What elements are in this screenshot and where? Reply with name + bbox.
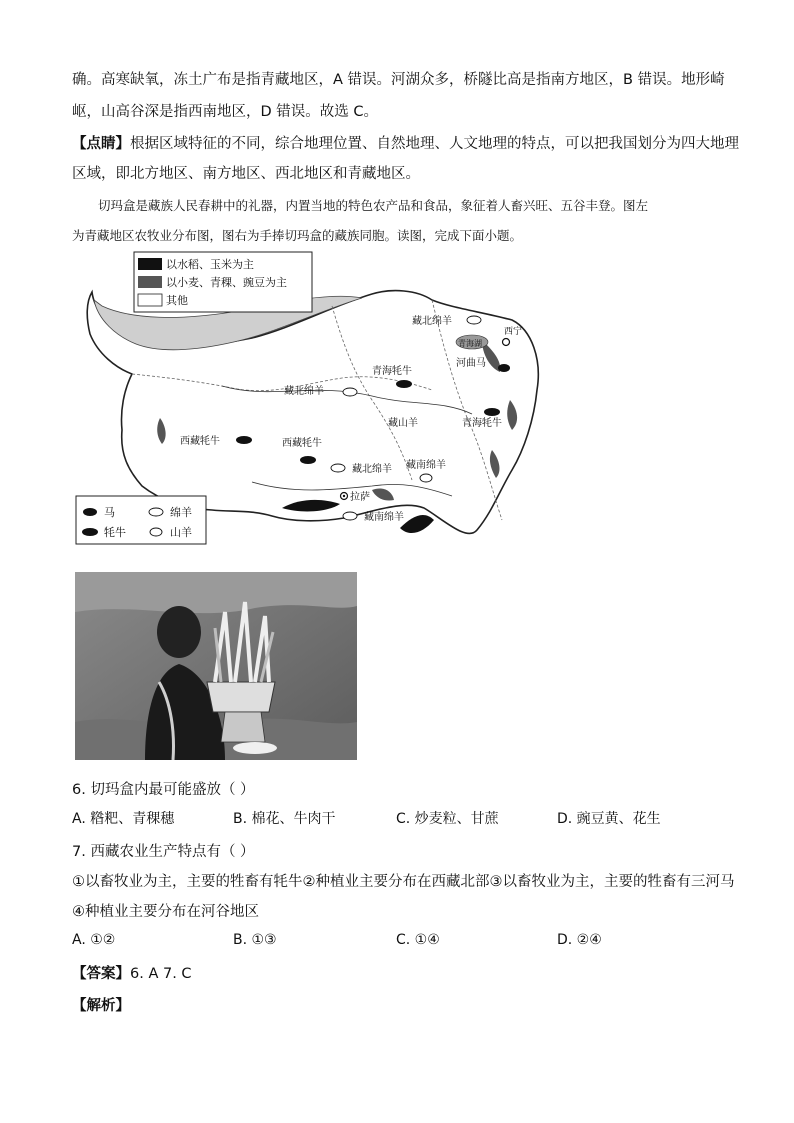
map-label: 藏南绵羊: [406, 460, 446, 471]
answer-tag: 【答案】: [72, 966, 130, 982]
person-head: [157, 606, 201, 658]
q7-statements-line-1: ①以畜牧业为主，主要的牲畜有牦牛②种植业主要分布在西藏北部③以畜牧业为主，主要的牲畜有三河马: [72, 874, 735, 890]
sheep-icon: [343, 388, 357, 396]
sheep-icon: [331, 464, 345, 472]
q7-statements-line-2: ④种植业主要分布在河谷地区: [72, 904, 259, 920]
goat-icon: [150, 528, 162, 536]
map-label: 西藏牦牛: [180, 436, 220, 447]
map-label: 青海湖: [458, 339, 482, 348]
agriculture-map: [72, 250, 552, 550]
yak-icon: [82, 528, 98, 536]
paragraph-line-2: 岖，山高谷深是指西南地区，D 错误。故选 C。: [72, 104, 379, 120]
map-label: 西藏牦牛: [282, 438, 322, 449]
horse-icon: [83, 508, 97, 516]
intro-line-2: 为青藏地区农牧业分布图，图右为手捧切玛盒的藏族同胞。读图，完成下面小题。: [72, 228, 523, 243]
sheep-icon: [467, 316, 481, 324]
analysis-tag: 【解析】: [72, 998, 130, 1014]
q7-option-a: A. ①②: [72, 932, 116, 948]
map-label: 青海牦牛: [462, 418, 502, 429]
analysis-line: [72, 994, 130, 1015]
paragraph-line-1: 确。高寒缺氧，冻土广布是指青藏地区，A 错误。河湖众多，桥隧比高是指南方地区，B 错误。地形崎: [72, 72, 725, 88]
tibetan-person-photo: [75, 572, 357, 760]
yak-icon: [300, 456, 316, 464]
legend-animal: 绵羊: [170, 506, 192, 519]
map-label: 藏北绵羊: [352, 464, 392, 475]
answer-line: [72, 962, 192, 983]
horse-icon: [498, 364, 510, 372]
map-label: 西宁: [504, 327, 523, 337]
qiema-box: [207, 682, 275, 712]
q7-option-b: B. ①③: [233, 932, 277, 948]
map-label: 河曲马: [456, 358, 486, 369]
goat-icon: [420, 474, 432, 482]
legend-item: 以小麦、青稞、豌豆为主: [166, 276, 287, 289]
map-label: 藏南绵羊: [364, 512, 404, 523]
legend-item: 其他: [166, 294, 188, 307]
legend-animal: 山羊: [170, 526, 192, 539]
animal-legend: [76, 496, 206, 544]
map-label: 青海牦牛: [372, 366, 412, 377]
answer-text: 6. A 7. C: [130, 966, 192, 982]
legend-item: 以水稻、玉米为主: [166, 258, 254, 271]
question-7-stem: 7. 西藏农业生产特点有（ ）: [72, 844, 255, 860]
dianjing-line: [72, 132, 739, 153]
sheep-icon: [343, 512, 357, 520]
q6-option-c: C. 炒麦粒、甘蔗: [396, 811, 499, 827]
yak-icon: [236, 436, 252, 444]
legend-animal: 马: [104, 506, 115, 519]
question-6-stem: 6. 切玛盒内最可能盛放（ ）: [72, 782, 255, 798]
map-label: 藏北绵羊: [412, 316, 452, 327]
map-label: 拉萨: [350, 492, 370, 503]
dianjing-text: 根据区域特征的不同，综合地理位置、自然地理、人文地理的特点，可以把我国划分为四大地理: [130, 136, 739, 152]
q6-option-a: A. 糌粑、青稞穗: [72, 811, 175, 827]
yak-icon: [396, 380, 412, 388]
intro-line-1: 切玛盒是藏族人民春耕中的礼器，内置当地的特色农产品和食品，象征着人畜兴旺、五谷丰登。图左: [98, 198, 649, 213]
map-label: 藏山羊: [388, 418, 418, 429]
q7-option-d: D. ②④: [557, 932, 602, 948]
map-label: 藏北绵羊: [284, 386, 324, 397]
rice-corn-area: [400, 515, 434, 533]
sheep-icon: [149, 508, 163, 516]
q7-option-c: C. ①④: [396, 932, 440, 948]
legend-animal: 牦牛: [104, 526, 126, 539]
yak-icon: [484, 408, 500, 416]
paragraph-line-4: 区域，即北方地区、南方地区、西北地区和青藏地区。: [72, 166, 420, 182]
dianjing-tag: 【点睛】: [72, 136, 130, 152]
q6-option-b: B. 棉花、牛肉干: [233, 811, 336, 827]
q6-option-d: D. 豌豆黄、花生: [557, 811, 661, 827]
land-use-legend: [134, 252, 312, 312]
